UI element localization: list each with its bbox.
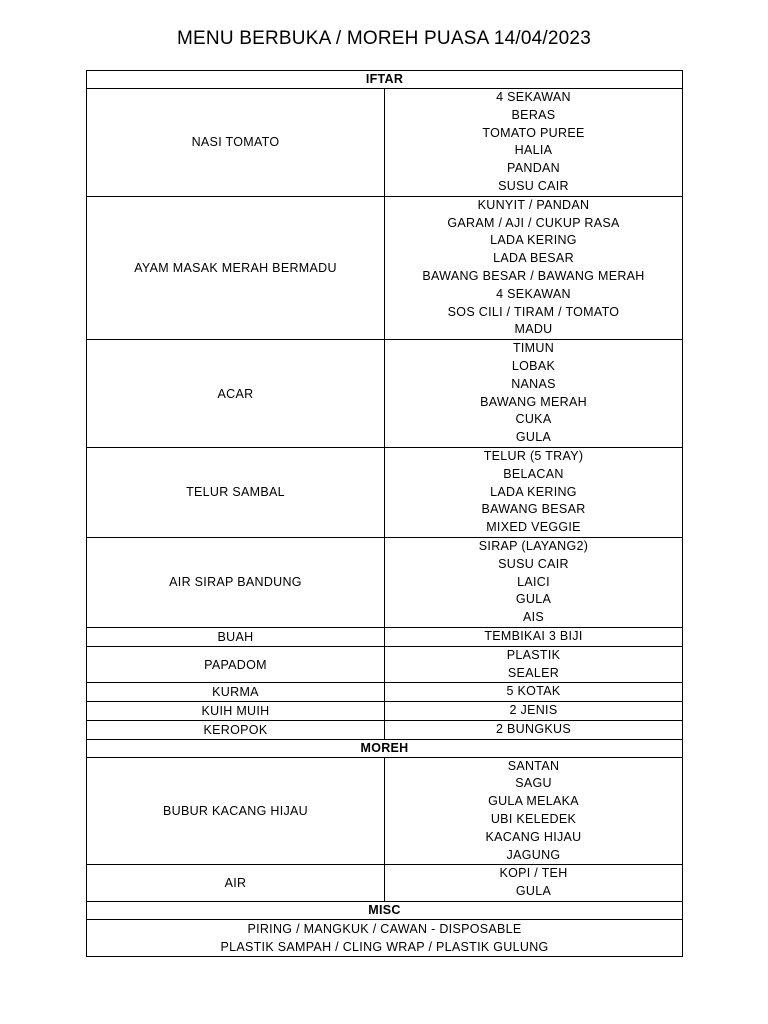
ingredient-list [385, 537, 683, 627]
ingredient-list [385, 702, 683, 721]
misc-row [87, 920, 683, 957]
ingredient-item: BELACAN [503, 466, 564, 481]
section-heading: MISC [87, 902, 683, 920]
document-title: MENU BERBUKA / MOREH PUASA 14/04/2023 [177, 28, 591, 49]
dish-name: PAPADOM [87, 646, 385, 683]
table-row [87, 89, 683, 197]
ingredient-item: TIMUN [512, 341, 555, 356]
table-row [87, 683, 683, 702]
ingredient-list [385, 646, 683, 683]
misc-item: PIRING / MANGKUK / CAWAN - DISPOSABLE [247, 922, 522, 937]
ingredient-item: BERAS [511, 107, 556, 122]
ingredient-item: SAGU [515, 776, 552, 791]
ingredient-item: MIXED VEGGIE [486, 520, 581, 535]
dish-name: NASI TOMATO [87, 89, 385, 197]
ingredient-item: HALIA [514, 143, 553, 158]
section-heading: MOREH [87, 739, 683, 757]
dish-name: KEROPOK [87, 720, 385, 739]
ingredient-item: GULA [515, 592, 552, 607]
table-row [87, 702, 683, 721]
ingredient-item: 5 KOTAK [506, 684, 561, 699]
dish-name: TELUR SAMBAL [87, 447, 385, 537]
ingredient-item: TOMATO PUREE [482, 125, 585, 140]
ingredient-item: 2 BUNGKUS [496, 721, 571, 736]
ingredient-item: SOS CILI / TIRAM / TOMATO [447, 304, 620, 319]
section-header-iftar [87, 71, 683, 89]
ingredient-item: LADA KERING [490, 484, 577, 499]
menu-table [86, 70, 683, 957]
menu-table-body [87, 71, 683, 957]
ingredient-list [385, 627, 683, 646]
ingredient-list [385, 757, 683, 865]
ingredient-item: CUKA [515, 412, 552, 427]
ingredient-item: BAWANG BESAR [481, 502, 586, 517]
ingredient-item: 4 SEKAWAN [496, 286, 571, 301]
ingredient-item: LADA KERING [490, 233, 577, 248]
ingredient-item: 4 SEKAWAN [496, 90, 571, 104]
ingredient-item: GULA [515, 884, 552, 899]
ingredient-item: BAWANG MERAH [480, 394, 587, 409]
table-row [87, 865, 683, 902]
ingredient-item: KUNYIT / PANDAN [477, 197, 590, 212]
ingredient-list [385, 683, 683, 702]
ingredient-item: LAICI [517, 574, 550, 589]
dish-name: AIR [87, 865, 385, 902]
ingredient-item: KACANG HIJAU [485, 829, 582, 844]
table-row [87, 757, 683, 865]
ingredient-item: GULA MELAKA [488, 794, 579, 809]
misc-item: PLASTIK SAMPAH / CLING WRAP / PLASTIK GULUNG [220, 940, 549, 955]
ingredient-item: LADA BESAR [493, 251, 574, 266]
ingredient-list [385, 447, 683, 537]
ingredient-list [385, 196, 683, 339]
ingredient-item: SANTAN [507, 758, 560, 773]
table-row [87, 646, 683, 683]
ingredient-item: SIRAP (LAYANG2) [478, 538, 589, 553]
table-row [87, 340, 683, 448]
dish-name: ACAR [87, 340, 385, 448]
ingredient-list [385, 89, 683, 197]
ingredient-list [385, 720, 683, 739]
section-header-misc [87, 902, 683, 920]
table-row [87, 720, 683, 739]
table-row [87, 537, 683, 627]
dish-name: AIR SIRAP BANDUNG [87, 537, 385, 627]
section-heading: IFTAR [87, 71, 683, 89]
table-row [87, 627, 683, 646]
ingredient-item: JAGUNG [506, 847, 561, 862]
ingredient-item: GULA [515, 430, 552, 445]
ingredient-item: 2 JENIS [509, 703, 558, 718]
ingredient-item: AIS [522, 610, 545, 625]
ingredient-item: BAWANG BESAR / BAWANG MERAH [422, 268, 645, 283]
ingredient-item: SUSU CAIR [498, 178, 569, 193]
ingredient-item: MADU [514, 322, 553, 337]
ingredient-item: UBI KELEDEK [490, 812, 577, 827]
ingredient-item: PLASTIK [506, 647, 561, 662]
ingredient-list [385, 865, 683, 902]
ingredient-item: NANAS [511, 376, 556, 391]
ingredient-item: TEMBIKAI 3 BIJI [484, 628, 583, 643]
table-row [87, 196, 683, 339]
ingredient-item: TELUR (5 TRAY) [483, 448, 584, 463]
dish-name: KUIH MUIH [87, 702, 385, 721]
ingredient-item: GARAM / AJI / CUKUP RASA [447, 215, 620, 230]
section-header-moreh [87, 739, 683, 757]
ingredient-list [385, 340, 683, 448]
ingredient-item: PANDAN [507, 161, 560, 176]
ingredient-item: SUSU CAIR [498, 556, 569, 571]
dish-name: KURMA [87, 683, 385, 702]
ingredient-item: SEALER [507, 665, 560, 680]
dish-name: BUAH [87, 627, 385, 646]
dish-name: BUBUR KACANG HIJAU [87, 757, 385, 865]
ingredient-item: LOBAK [511, 358, 556, 373]
misc-items [87, 920, 683, 957]
table-row [87, 447, 683, 537]
dish-name: AYAM MASAK MERAH BERMADU [87, 196, 385, 339]
ingredient-item: KOPI / TEH [499, 866, 568, 881]
